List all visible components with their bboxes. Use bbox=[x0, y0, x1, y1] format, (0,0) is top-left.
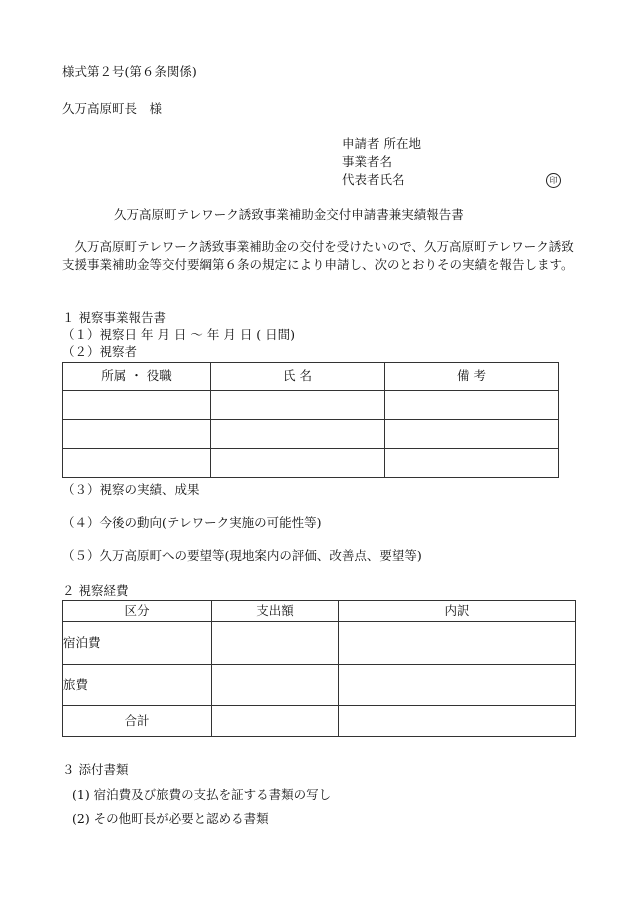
header-breakdown: 内訳 bbox=[339, 601, 576, 622]
results-label: （３）視察の実績、成果 bbox=[62, 482, 200, 497]
attachment-item-1: (1) 宿泊費及び旅費の支払を証する書類の写し bbox=[72, 787, 332, 802]
table-cell[interactable] bbox=[211, 391, 385, 420]
business-name-label: 事業者名 bbox=[342, 154, 393, 169]
table-row bbox=[63, 449, 559, 478]
intro-paragraph: 久万高原町テレワーク誘致事業補助金の交付を受けたいので、久万高原町テレワーク誘致支援事業補助金等交付要綱第６条の規定により申請し、次のとおりその実績を報告します。 bbox=[62, 239, 574, 273]
table-cell[interactable] bbox=[385, 420, 559, 449]
form-number: 様式第２号(第６条関係) bbox=[62, 64, 197, 79]
future-trends-label: （４）今後の動向(テレワーク実施の可能性等) bbox=[62, 515, 322, 530]
header-remarks: 備 考 bbox=[385, 363, 559, 391]
header-category: 区分 bbox=[63, 601, 212, 622]
document-title: 久万高原町テレワーク誘致事業補助金交付申請書兼実績報告書 bbox=[114, 207, 464, 222]
seal-mark: 印 bbox=[546, 173, 561, 188]
header-amount: 支出額 bbox=[212, 601, 339, 622]
requests-label: （５）久万高原町への要望等(現地案内の評価、改善点、要望等) bbox=[62, 548, 422, 563]
row-total-label: 合計 bbox=[63, 706, 212, 737]
section3-heading: ３ 添付書類 bbox=[62, 762, 129, 777]
total-breakdown-cell[interactable] bbox=[339, 706, 576, 737]
section2-heading: ２ 視察経費 bbox=[62, 583, 129, 598]
header-name: 氏 名 bbox=[211, 363, 385, 391]
lodging-breakdown-cell[interactable] bbox=[339, 622, 576, 665]
table-header-row bbox=[63, 601, 576, 622]
table-cell[interactable] bbox=[63, 420, 211, 449]
table-header-row bbox=[63, 363, 559, 391]
representative-name-label: 代表者氏名 bbox=[342, 172, 405, 187]
travel-amount-cell[interactable] bbox=[212, 665, 339, 706]
header-affiliation: 所属 ・ 役職 bbox=[63, 363, 211, 391]
table-row bbox=[63, 391, 559, 420]
row-lodging-label: 宿泊費 bbox=[63, 622, 212, 665]
section1-heading: １ 視察事業報告書 bbox=[62, 310, 166, 325]
total-amount-cell[interactable] bbox=[212, 706, 339, 737]
table-row bbox=[63, 665, 576, 706]
attachment-item-2: (2) その他町長が必要と認める書類 bbox=[72, 811, 269, 826]
table-row bbox=[63, 622, 576, 665]
table-cell[interactable] bbox=[63, 449, 211, 478]
table-row bbox=[63, 706, 576, 737]
table-cell[interactable] bbox=[211, 449, 385, 478]
table-row bbox=[63, 420, 559, 449]
lodging-amount-cell[interactable] bbox=[212, 622, 339, 665]
table-cell[interactable] bbox=[385, 449, 559, 478]
expenses-table bbox=[62, 600, 576, 737]
table-cell[interactable] bbox=[385, 391, 559, 420]
row-travel-label: 旅費 bbox=[63, 665, 212, 706]
inspection-date-line: （１）視察日 年 月 日 〜 年 月 日 ( 日間) bbox=[62, 327, 296, 342]
applicant-address-label: 申請者 所在地 bbox=[342, 136, 421, 151]
table-cell[interactable] bbox=[63, 391, 211, 420]
travel-breakdown-cell[interactable] bbox=[339, 665, 576, 706]
inspectors-label: （２）視察者 bbox=[62, 344, 138, 359]
table-cell[interactable] bbox=[211, 420, 385, 449]
inspectors-table bbox=[62, 362, 559, 478]
addressee: 久万高原町長 様 bbox=[62, 101, 163, 116]
